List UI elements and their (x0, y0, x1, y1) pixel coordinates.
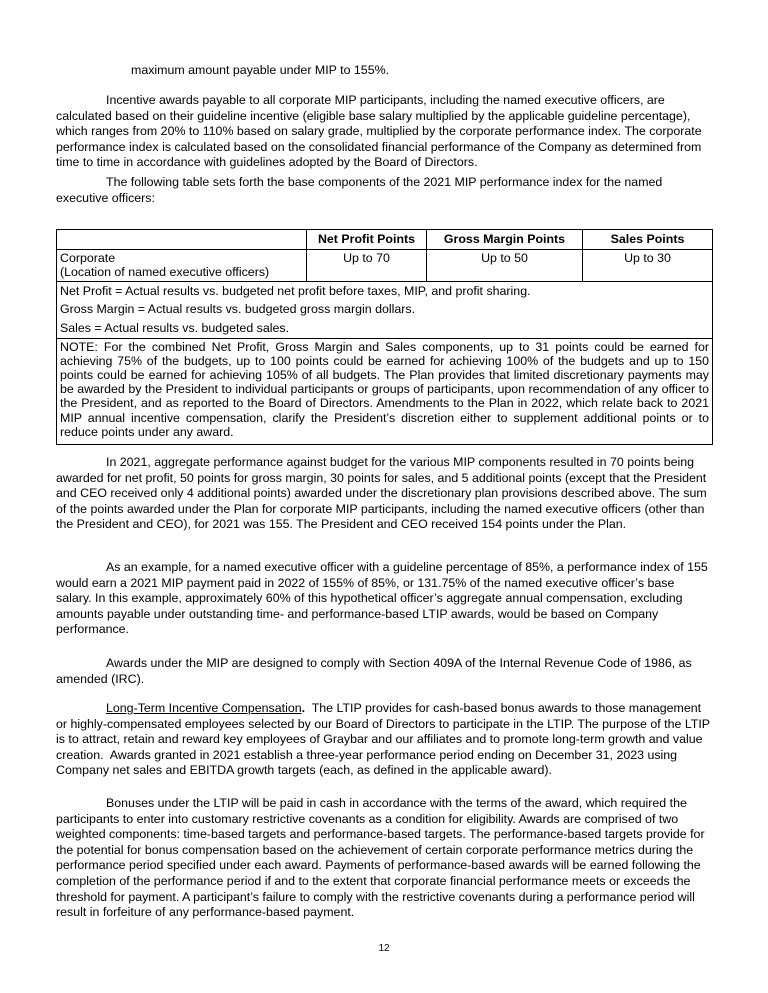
definition-row (57, 319, 713, 338)
definition-row (57, 281, 713, 300)
paragraph-text: Awards under the MIP are designed to comply with Section 409A of the Internal Revenue Code of 1986, as amended (IRC). (56, 656, 692, 686)
gross-margin-value: Up to 50 (427, 249, 583, 281)
header-blank (57, 230, 307, 250)
definition-net-profit: Net Profit = Actual results vs. budgeted net profit before taxes, MIP, and profit sharing. (57, 281, 713, 300)
paragraph-text: The LTIP provides for cash-based bonus awards to those management or highly-compensated employees selected by our Board of Directors to participate in the LTIP. The purpose of the LTIP is to attract, retain and reward key employees of Graybar and our affiliates and to promote long-term growth and value creation. Awards granted in 2021 establish a three-year performance period ending on December 31, 2023 using Company net sales and EBITDA growth targets (each, as defined in the applicable award). (56, 701, 714, 778)
heading-period: . (301, 701, 306, 715)
note-row (57, 338, 713, 444)
paragraph-example (56, 560, 712, 638)
paragraph-table-intro (56, 175, 712, 206)
paragraph-mip-max: maximum amount payable under MIP to 155%. (131, 63, 390, 77)
definition-gross-margin: Gross Margin = Actual results vs. budgeted gross margin dollars. (57, 300, 713, 319)
definition-row (57, 300, 713, 319)
paragraph-text: Incentive awards payable to all corporate MIP participants, including the named executive officers, are calculated based on their guideline incentive (eligible base salary multiplied by the applicable guideline percentage), which ranges from 20% to 110% based on salary grade, multiplied by the corporate performance index. The corporate performance index is calculated based on the consolidated financial performance of the Company as determined from time to time in accordance with guidelines adopted by the Board of Directors. (56, 93, 702, 170)
paragraph-incentive-awards (56, 93, 712, 171)
row-label (57, 249, 307, 281)
paragraph-ltip (56, 701, 712, 779)
definition-sales: Sales = Actual results vs. budgeted sales. (57, 319, 713, 338)
table-note: NOTE: For the combined Net Profit, Gross Margin and Sales components, up to 31 points could be earned for achieving 75% of the budgets, up to 100 points could be earned for achieving 100% of the budgets and up to 150 points could be earned for achieving 105% of all budgets. The Plan provides that limited discretionary payments may be awarded by the President to individual participants or groups of participants, upon recommendation of any officer to the President, and as reported to the Board of Directors. Amendments to the Plan in 2022, which relate back to 2021 MIP annual incentive compensation, clarify the President’s discretion either to supplement additional points or to reduce points under any award. (57, 338, 713, 444)
mip-index-table (56, 229, 713, 445)
ltip-heading: Long-Term Incentive Compensation (106, 701, 302, 715)
page-number: 12 (378, 943, 390, 954)
row-label-line1: Corporate (60, 250, 116, 265)
row-label-line2: (Location of named executive officers) (60, 265, 270, 280)
table-row (57, 249, 713, 281)
paragraph-text: In 2021, aggregate performance against budget for the various MIP components resulted in 70 points being awarded for net profit, 50 points for gross margin, 30 points for sales, and 5 additional points (except that the President and CEO received only 4 additional points) awarded under the discretionary plan provisions described above. The sum of the points awarded under the Plan for corporate MIP participants, including the named executive officers (other than the President and CEO), for 2021 was 155. The President and CEO received 154 points under the Plan. (56, 455, 707, 532)
paragraph-text: Bonuses under the LTIP will be paid in cash in accordance with the terms of the award, which required the participants to enter into customary restrictive covenants as a condition for eligibility. Awards are comprised of two weighted components: time-based targets and performance-based targets. The performance-based targets provide for the potential for bonus compensation based on the achievement of certain corporate performance metrics during the performance period specified under each award. Payments of performance-based awards will be earned following the completion of the performance period if and to the extent that corporate financial performance meets or exceeds the threshold for payment. A participant’s failure to comply with the restrictive covenants during a performance period will result in forfeiture of any performance-based payment. (56, 796, 705, 920)
header-sales: Sales Points (583, 230, 713, 250)
sales-value: Up to 30 (583, 249, 713, 281)
header-gross-margin: Gross Margin Points (427, 230, 583, 250)
net-profit-value: Up to 70 (307, 249, 427, 281)
table-header-row (57, 230, 713, 250)
header-net-profit: Net Profit Points (307, 230, 427, 250)
paragraph-text: As an example, for a named executive officer with a guideline percentage of 85%, a performance index of 155 would earn a 2021 MIP payment paid in 2022 of 155% of 85%, or 131.75% of the named executive officer’s base salary. In this example, approximately 60% of this hypothetical officer’s aggregate annual compensation, excluding amounts payable under outstanding time- and performance-based LTIP awards, would be based on Company performance. (56, 560, 708, 637)
paragraph-ltip-bonuses (56, 796, 712, 921)
paragraph-section-409a (56, 656, 712, 687)
paragraph-2021-performance (56, 455, 712, 533)
paragraph-text: The following table sets forth the base components of the 2021 MIP performance index for the named executive officers: (56, 175, 663, 205)
